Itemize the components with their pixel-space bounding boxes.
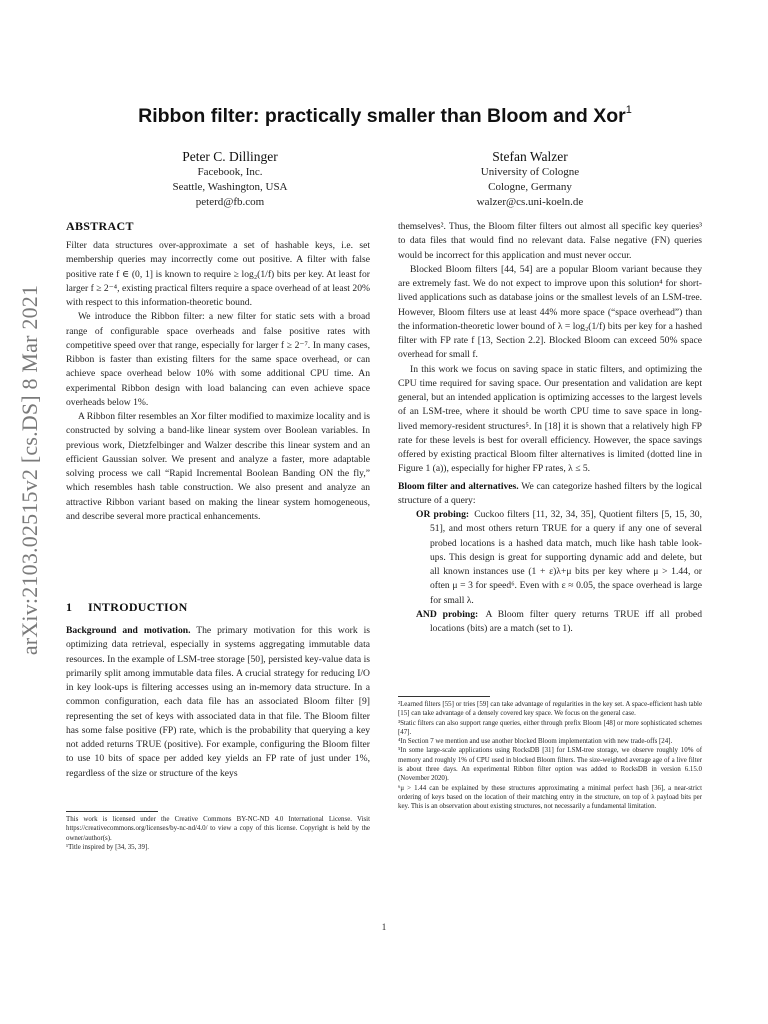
or-probing-text: Cuckoo filters [11, 32, 34, 35], Quotient filters [5, 15, 30, 51], and most others return TRUE for a query if any one of several probed locations is a hashed data match, much like hash table look-ups. This design is great for supporting dynamic add and delete, but all known instances use (1 + ε)λ+μ bits per key where μ > 1.44, or often μ = 3 for speed⁶. Even with ε ≈ 0.05, the space overhead is large for small λ. <box>430 509 702 606</box>
run-in-heading: Bloom filter and alternatives. <box>398 480 519 492</box>
introduction-heading <box>66 600 188 615</box>
footnote-rule-left <box>66 811 158 812</box>
and-probing-item <box>416 608 702 637</box>
author-block-2 <box>410 148 650 210</box>
license-note: This work is licensed under the Creative Commons BY-NC-ND 4.0 International License. Visit https://creativecommons.org/licenses/by-nc-nd/4.0/ to view a copy of this license. Copyright is held by the owner/author(s). <box>66 816 370 842</box>
author-location: Seattle, Washington, USA <box>172 181 288 193</box>
abstract-heading: ABSTRACT <box>66 219 134 233</box>
abstract-paragraph-2: We introduce the Ribbon filter: a new filter for static sets with a broad range of configurable space overheads and false positive rates with competitive speed over that range, especially for larger f ≥ 2⁻⁷. In many cases, Ribbon is faster than existing filters for the same space overhead, or can achieve space overhead below 10% with some additional CPU time. An experimental Ribbon design with load balancing can even achieve space overheads below 1%. <box>66 311 370 408</box>
introduction-body <box>66 624 370 781</box>
footnote-3: ³Static filters can also support range queries, either through prefix Bloom [48] or more sophisticated schemes [47]. <box>398 719 702 736</box>
author-affiliation: Facebook, Inc. <box>197 166 263 178</box>
abstract-body <box>66 239 370 524</box>
author-name: Stefan Walzer <box>492 149 568 164</box>
and-probing-text: A Bloom filter query returns TRUE iff all probed locations (bits) are a match (set to 1). <box>430 608 702 634</box>
or-probing-label: OR probing: <box>416 509 470 520</box>
author-affiliation: University of Cologne <box>480 166 580 178</box>
abstract-paragraph-3: A Ribbon filter resembles an Xor filter modified to maximize locality and is constructed by solving a band-like linear system over Boolean variables. In previous work, Dietzfelbinger and Walzer describe this linear system and an efficient Gaussian solver. We present and analyze a faster, more adaptable solving process we call “Rapid Incremental Boolean Banding ON the fly,” which resembles hash table construction. We also present and analyze an attractive Ribbon variant based on making the linear system homogeneous, and describe several more practical enhancements. <box>66 411 371 522</box>
footnote-1: ¹Title inspired by [34, 35, 39]. <box>66 843 149 851</box>
author-block-1 <box>110 148 350 210</box>
page-number: 1 <box>381 922 387 932</box>
intro-paragraph-1 <box>66 624 370 781</box>
footnotes-left <box>66 815 370 852</box>
intro-paragraph-text: The primary motivation for this work is optimizing data retrieval, especially in systems aggregating immutable data resources. In the example of LSM-tree storage [50], persisted key-value data is primarily split among immutable data files. A crucial strategy for reducing I/O in key look-ups is filtering accesses using an in-memory data structure. In a common configuration, each data file has an associated Bloom filter [9] representing the set of keys with associated data in that file. The Bloom filter has some false positive (FP) rate, which is the probability that querying a key not added returns TRUE (positive). For example, configuring the Bloom filter to use 10 bits of space per added key yields an FP rate of just under 1%, regardless of the size or structure of the keys <box>66 625 370 779</box>
arxiv-identifier <box>4 220 56 720</box>
right-paragraph-2: Blocked Bloom filters [44, 54] are a popular Bloom variant because they are extremely fast. We do not expect to improve upon this solution⁴ for short-lived applications such as database joins or the smallest levels of an LSM-tree. However, Bloom filters use at least 44% more space (“space overhead”) than the information-theoretic lower bound of λ = log₂(1/f) bits per key for a hashed filter with FP rate f [13, Section 2.2]. Blocked Bloom can exceed 50% space overhead for small f. <box>398 263 702 361</box>
author-email: peterd@fb.com <box>195 196 265 208</box>
footnote-5: ⁵In some large-scale applications using RocksDB [31] for LSM-tree storage, we observe roughly 10% of memory and roughly 1% of CPU used in blocked Bloom filters. The size-weighted average age of a live filter is about three days. An experimental Ribbon filter option was added to RocksDB in version 6.15.0 (November 2020). <box>398 747 702 783</box>
author-email: walzer@cs.uni-koeln.de <box>476 196 584 208</box>
and-probing-label: AND probing: <box>416 608 479 620</box>
or-probing-item <box>416 508 702 608</box>
alternatives-text: We can categorize hashed filters by the logical structure of a query: <box>398 480 702 506</box>
run-in-heading: Background and motivation. <box>66 625 191 636</box>
paper-title <box>60 104 710 128</box>
footnotes-right <box>398 700 702 812</box>
paper-title-text: Ribbon filter: practically smaller than Bloom and Xor <box>138 105 626 127</box>
author-location: Cologne, Germany <box>488 181 572 193</box>
section-title: INTRODUCTION <box>88 600 188 614</box>
footnote-4: ⁴In Section 7 we mention and use another blocked Bloom implementation with new trade-offs [24]. <box>398 738 673 746</box>
abstract-paragraph-1: Filter data structures over-approximate a set of hashable keys, i.e. set membership queries may incorrectly come out positive. A filter with false positive rate f ∈ (0, 1] is known to require ≥ log₂(1/f) bits per key. At least for larger f ≥ 2⁻⁴, existing practical filters require a space overhead of at least 20% with respect to this information-theoretic bound. <box>66 240 370 308</box>
arxiv-identifier-text: arXiv:2103.02515v2 [cs.DS] 8 Mar 2021 <box>17 284 43 656</box>
title-footnote-mark: 1 <box>625 104 632 116</box>
footnote-rule-right <box>398 696 490 697</box>
right-paragraph-3: In this work we focus on saving space in static filters, and optimizing the CPU time required for saving space. Our presentation and validation are kept general, but an intended application is optimizing accesses to the largest levels of an LSM-tree, where it should be worth CPU time to save space in long-lived memory-resident structures⁵. In [18] it is shown that a relatively high FP rate for these levels is best for overall efficiency. However, the space savings offered by existing practical Bloom filter alternatives is limited (dotted line in Figure 1 (a)), especially for higher FP rates, λ ≤ 5. <box>398 363 702 475</box>
footnote-6: ⁶μ > 1.44 can be explained by these structures approximating a minimal perfect hash [36], a near-strict ordering of keys based on the location of their matching entry in the structure, on top of λ payload bits per key. This is an observation about existing structures, not necessarily a fundamental limitation. <box>398 784 702 811</box>
right-paragraph-1: themselves². Thus, the Bloom filter filters out almost all specific key queries³ to data files that would find no relevant data. False negative (FN) queries would be incorrect for this application and must never occur. <box>398 221 702 261</box>
section-number: 1 <box>66 600 73 614</box>
alternatives-paragraph <box>398 480 702 509</box>
footnote-2: ²Learned filters [55] or tries [59] can take advantage of regularities in the key set. A space-efficient hash table [15] can take advantage of a densely covered key space. We focus on the general case. <box>398 701 702 718</box>
author-name: Peter C. Dillinger <box>182 149 278 164</box>
right-column-body <box>398 220 702 636</box>
